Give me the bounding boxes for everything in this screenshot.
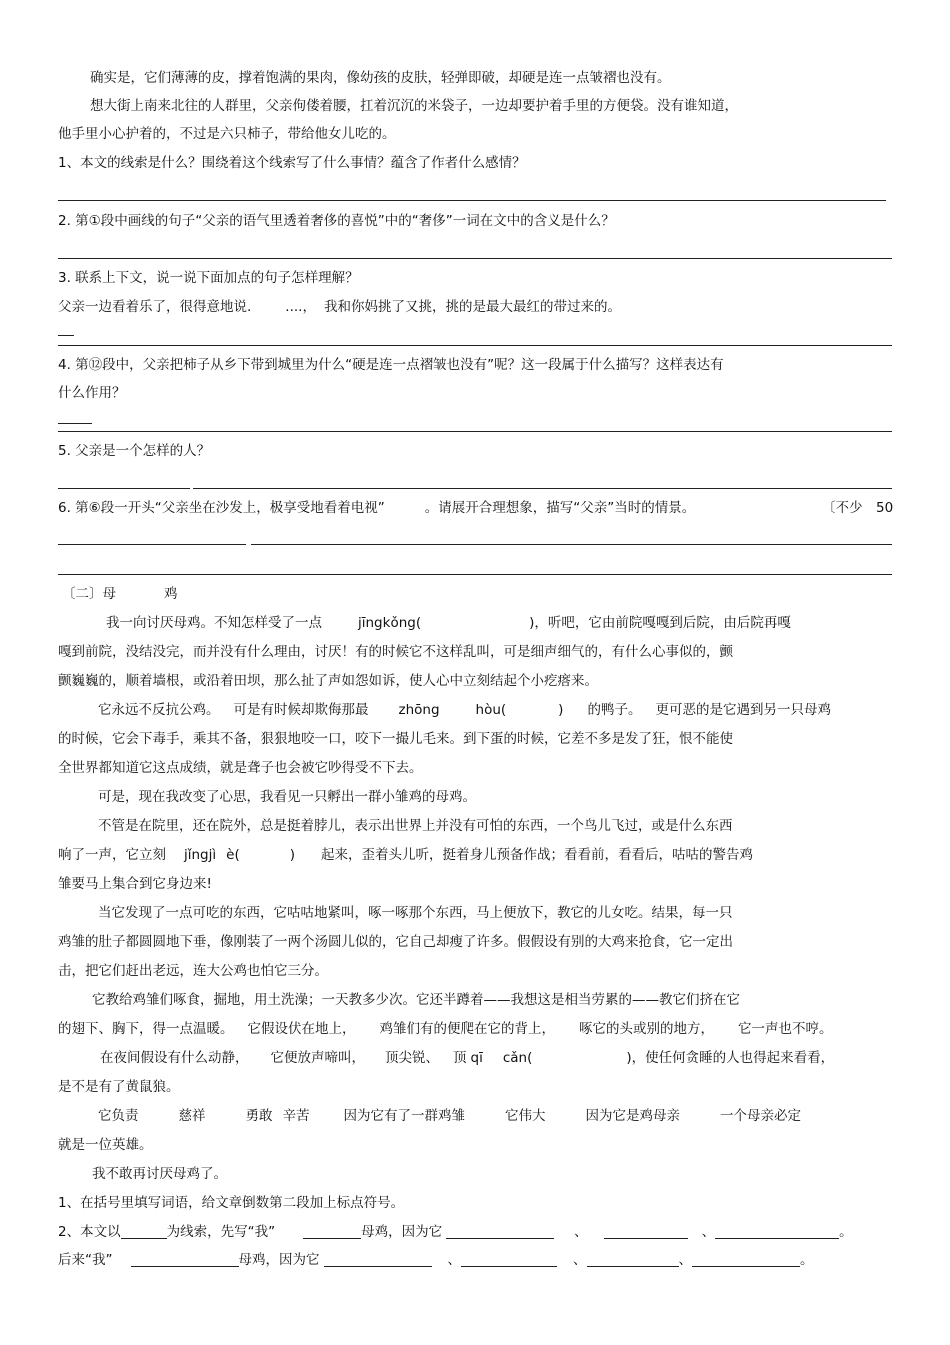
question-6-limit: 〔不少 xyxy=(822,500,863,516)
answer-line[interactable] xyxy=(58,258,892,259)
passage-line: 颤巍巍的，顺着墙根，或沿着田坝，那么扯了声如怨如诉，使人心中立刻结起个小疙瘩来。 xyxy=(58,673,598,689)
pinyin: jīngkǒng( xyxy=(358,615,422,631)
text-part: 啄它的头或别的地方， xyxy=(579,1021,714,1037)
passage-line: 嘎到前院，没结没完，而并没有什么理由，讨厌！有的时候它不这样乱叫，可是细声细气的，有什么心事似的，颤 xyxy=(58,644,733,660)
passage-line: 它教给鸡雏们啄食，掘地，用土洗澡；一天教多少次。它还半蹲着——我想这是相当劳累的——教它们挤在它 xyxy=(92,992,740,1008)
answer-line[interactable] xyxy=(193,488,892,489)
text-part: 慈祥 xyxy=(178,1108,206,1124)
text-part: 因为它是鸡母亲 xyxy=(585,1108,680,1124)
section-title xyxy=(62,584,178,604)
text-part: 、 xyxy=(678,1252,692,1268)
text-part: )，使任何贪睡的人也得起来看看， xyxy=(626,1050,835,1066)
text-part: 母鸡，因为它 xyxy=(361,1224,443,1240)
text-part: 它永远不反抗公鸡。 xyxy=(98,702,220,718)
passage-line: 鸡雏的肚子都圆圆地下垂，像刚装了一两个汤圆儿似的，它自己却瘦了许多。假假设有别的大鸡来抢食，它一定出 xyxy=(58,934,733,950)
answer-line[interactable] xyxy=(58,544,246,545)
text-part: 、 xyxy=(701,1224,716,1240)
text-part: 它假设伏在地上， xyxy=(247,1021,356,1037)
text-part: 鸡雏们有的便爬在它的背上， xyxy=(379,1021,555,1037)
text-part: 、 xyxy=(573,1252,587,1268)
question-4: 4. 第⑫段中，父亲把柿子从乡下带到城里为什么“硬是连一点褶皱也没有”呢？这一段属于什么描写？这样表达有 xyxy=(58,357,724,373)
question-6-part: 6. 第⑥段一开头“父亲坐在沙发上，极享受地看着电视” xyxy=(58,500,385,516)
pinyin: zhōng xyxy=(398,702,440,718)
text-part: 为线索，先写“我” xyxy=(166,1224,276,1240)
passage-line xyxy=(100,1048,834,1068)
text-part: 我一向讨厌母鸡。不知怎样受了一点 xyxy=(106,615,322,631)
fill-blank[interactable] xyxy=(303,1224,361,1239)
quote-part: 父亲一边看着乐了，很得意地说. xyxy=(58,299,252,315)
passage-line: 击，把它们赶出老远，连大公鸡也怕它三分。 xyxy=(58,963,328,979)
fill-blank[interactable] xyxy=(715,1224,839,1239)
pinyin: jǐngjì xyxy=(184,847,217,863)
passage-line xyxy=(98,1106,801,1126)
passage-line: 全世界都知道它这点成绩，就是聋子也会被它吵得受不下去。 xyxy=(58,760,423,776)
question-1: 1、在括号里填写词语，给文章倒数第二段加上标点符号。 xyxy=(58,1195,405,1211)
fill-blank[interactable] xyxy=(461,1252,557,1267)
fill-blank[interactable] xyxy=(604,1224,688,1239)
section-title-part: 鸡 xyxy=(164,586,178,602)
pinyin: è( xyxy=(226,847,240,863)
pinyin: hòu( xyxy=(475,702,507,718)
quote-part: 我和你妈挑了又挑，挑的是最大最红的带过来的。 xyxy=(323,299,621,315)
passage-line: 可是，现在我改变了心思，我看见一只孵出一群小雏鸡的母鸡。 xyxy=(98,789,476,805)
answer-line[interactable] xyxy=(58,431,892,432)
passage-line: 是不是有了黄鼠狼。 xyxy=(58,1079,180,1095)
question-5: 5. 父亲是一个怎样的人？ xyxy=(58,443,211,459)
text-part: 因为它有了一群鸡雏 xyxy=(343,1108,465,1124)
text-part: 更可恶的是它遇到另一只母鸡 xyxy=(655,702,831,718)
text-part: 辛苦 xyxy=(282,1108,310,1124)
answer-line[interactable] xyxy=(58,345,892,346)
passage-line: 的时候，它会下毒手，乘其不备，狠狠地咬一口，咬下一撮儿毛来。到下蛋的时候，它差不多是发了狂，恨不能使 xyxy=(58,731,733,747)
text-part: 它伟大 xyxy=(505,1108,546,1124)
text-part: 顶尖锐、 xyxy=(385,1050,439,1066)
question-6 xyxy=(58,498,695,518)
question-2-line2 xyxy=(58,1250,814,1270)
answer-line[interactable] xyxy=(58,488,190,489)
question-2 xyxy=(58,1222,853,1242)
passage-line: 就是一位英雄。 xyxy=(58,1137,153,1153)
text-part: )，听吧，它由前院嘎嘎到后院，由后院再嘎 xyxy=(529,615,791,631)
fill-blank[interactable] xyxy=(587,1252,679,1267)
text-part: 在夜间假设有什么动静， xyxy=(100,1050,249,1066)
question-6-part: 。请展开合理想象，描写“父亲”当时的情景。 xyxy=(424,500,696,516)
fill-blank[interactable] xyxy=(692,1252,800,1267)
passage-line: 当它发现了一点可吃的东西，它咕咕地紧叫，啄一啄那个东西，马上便放下，教它的儿女吃。结果，每一只 xyxy=(98,905,733,921)
text-part: 的翅下、胸下，得一点温暖。 xyxy=(58,1021,234,1037)
passage-paragraph: 确实是，它们薄薄的皮，撑着饱满的果肉，像幼孩的皮肤，轻弹即破，却硬是连一点皱褶也没有。 xyxy=(90,70,671,86)
passage-line xyxy=(98,700,831,720)
fill-blank[interactable] xyxy=(121,1224,167,1239)
pinyin: qī xyxy=(470,1050,483,1066)
answer-line[interactable] xyxy=(58,574,892,575)
fill-blank[interactable] xyxy=(324,1252,432,1267)
text-part: 勇敢 xyxy=(245,1108,273,1124)
question-3-quote xyxy=(58,297,621,317)
passage-line: 雏要马上集合到它身边来! xyxy=(58,876,212,892)
question-2: 2. 第①段中画线的句子“父亲的语气里透着奢侈的喜悦”中的“奢侈”一词在文中的含义是什么？ xyxy=(58,213,615,229)
answer-line xyxy=(58,335,74,336)
passage-line: 不管是在院里，还在院外，总是挺着脖儿，表示出世界上并没有可怕的东西，一个鸟儿飞过，或是什么东西 xyxy=(98,818,733,834)
passage-line xyxy=(58,1019,833,1039)
text-part: 一个母亲必定 xyxy=(720,1108,801,1124)
question-6-limit-number: 50 xyxy=(876,500,894,516)
text-part: 顶 xyxy=(453,1050,467,1066)
passage-line xyxy=(58,845,753,865)
text-part: 母鸡，因为它 xyxy=(238,1252,320,1268)
passage-paragraph: 想大街上南来北往的人群里，父亲佝偻着腰，扛着沉沉的米袋子，一边却要护着手里的方便袋。没有谁知道， xyxy=(90,98,738,114)
passage-line xyxy=(106,613,791,633)
question-3: 3. 联系上下文，说一说下面加点的句子怎样理解？ xyxy=(58,270,359,286)
text-part: 它负责 xyxy=(98,1108,139,1124)
passage-line: 他手里小心护着的，不过是六只柿子，带给他女儿吃的。 xyxy=(58,126,396,142)
text-part: 它便放声啼叫， xyxy=(270,1050,365,1066)
answer-line xyxy=(58,423,92,424)
text-part: ) xyxy=(558,702,564,718)
text-part: 后来“我” xyxy=(58,1252,113,1268)
text-part: 可是有时候却欺侮那最 xyxy=(233,702,369,718)
text-part: 的鸭子。 xyxy=(587,702,642,718)
text-part: 响了一声，它立刻 xyxy=(58,847,166,863)
fill-blank[interactable] xyxy=(131,1252,239,1267)
text-part: 、 xyxy=(447,1252,461,1268)
text-part: 起来，歪着头儿听，挺着身儿预备作战；看看前，看看后，咕咕的警告鸡 xyxy=(321,847,753,863)
text-part: 2、本文以 xyxy=(58,1224,121,1240)
fill-blank[interactable] xyxy=(446,1224,554,1239)
question-1: 1、本文的线索是什么？围绕着这个线索写了什么事情？蕴含了作者什么感情？ xyxy=(58,155,526,171)
section-title-part: 〔二〕母 xyxy=(62,586,116,602)
text-part: 、 xyxy=(574,1224,588,1240)
question-4-line2: 什么作用？ xyxy=(58,385,126,401)
answer-line[interactable] xyxy=(58,200,886,201)
text-part: 它一声也不哼。 xyxy=(738,1021,833,1037)
emphasis-dots: ....， xyxy=(285,299,316,315)
passage-line: 我不敢再讨厌母鸡了。 xyxy=(92,1166,227,1182)
text-part: 。 xyxy=(800,1252,814,1268)
pinyin: cǎn( xyxy=(502,1050,533,1066)
answer-line[interactable] xyxy=(251,544,892,545)
text-part: 。 xyxy=(839,1224,853,1240)
text-part: ) xyxy=(289,847,295,863)
